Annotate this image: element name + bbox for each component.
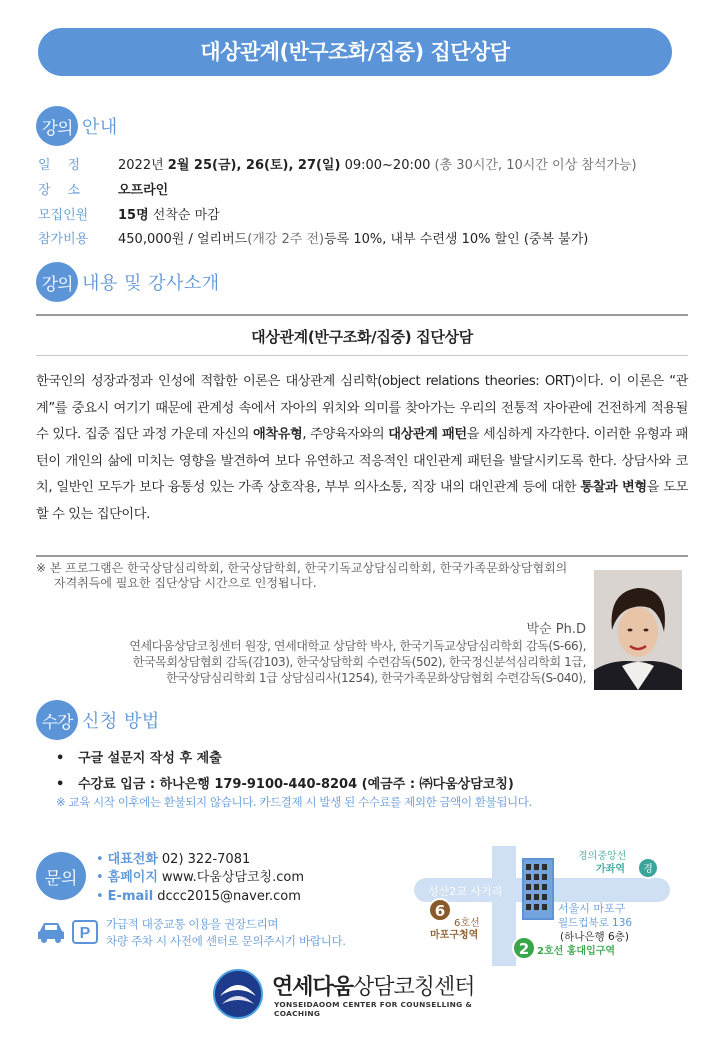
fee-discount: 등록 10%, 내부 수련생 10% 할인 (중복 불가) (324, 231, 589, 247)
address-line: (하나은행 6층) (560, 931, 629, 943)
section-bubble: 강의 (36, 106, 78, 146)
building-icon (522, 858, 554, 920)
info-label: 일정 (38, 157, 98, 173)
date-note: (총 30시간, 10시간 이상 참석가능) (434, 157, 637, 173)
refund-note: ※ 교육 시작 이후에는 환불되지 않습니다. 카드결제 시 발생 된 수수료를 제외한 금액이 환불됩니다. (56, 795, 532, 809)
section-bubble: 수강 (36, 700, 78, 740)
certification-note (36, 561, 656, 591)
info-row-date (38, 152, 637, 174)
list-item: • 수강료 입금 : 하나은행 179-9100-440-8204 (예금주 : ㈜다움상담코칭) (56, 777, 514, 792)
homepage-link[interactable]: www.다움상담코칭.com (161, 870, 304, 885)
keyword-pattern: 대상관계 패턴 (388, 427, 467, 442)
fee-value: 450,000원 / 얼리버드 (118, 231, 248, 247)
info-label: 장소 (38, 182, 98, 198)
info-row-fee (38, 226, 588, 248)
list-item: • 구글 설문지 작성 후 제출 (56, 751, 222, 766)
divider (36, 314, 688, 316)
address-line: 월드컵북로 136 (558, 917, 633, 929)
info-row-place (38, 177, 168, 199)
center-logo (210, 966, 510, 1026)
email-link[interactable]: dccc2015@naver.com (157, 889, 301, 904)
contact-phone: • 대표전화 02) 322-7081 (96, 852, 251, 867)
section-content-header (36, 262, 220, 302)
svg-text:P: P (79, 925, 91, 942)
gyeongui-station-label: 가좌역 (596, 864, 625, 875)
line6-number: 6 (434, 902, 446, 920)
logo-name: 연세다움상담코칭센터 (272, 975, 475, 1000)
location-map (400, 846, 700, 966)
keyword-insight: 통찰과 변형 (580, 480, 647, 495)
contact-homepage: • 홈페이지 www.다움상담코칭.com (96, 870, 304, 885)
line6-station: 마포구청역 (430, 930, 479, 941)
page-title-banner: 대상관계(반구조화/집중) 집단상담 (38, 28, 672, 76)
program-title: 대상관계(반구조화/집중) 집단상담 (251, 328, 473, 346)
credential-line: 한국상담심리학회 1급 상담심리사(1254), 한국가족문화상담협회 수련감독(S-040), (165, 671, 586, 685)
address-line: 서울시 마포구 (558, 902, 626, 915)
info-row-recruit (38, 202, 220, 224)
note-line: ※ 본 프로그램은 한국상담심리학회, 한국상담학회, 한국기독교상담심리학회, 한국가족문화상담협회의 (36, 561, 568, 575)
section-lecture-info-header (36, 106, 118, 146)
speaker-name: 박순 Ph.D (526, 622, 586, 637)
apply-steps (56, 746, 514, 798)
keyword-attachment: 애착유형 (253, 427, 303, 442)
line2-station: 2호선 홍대입구역 (537, 946, 616, 957)
date-time: 09:00~20:00 (340, 157, 435, 173)
place-value: 오프라인 (118, 182, 169, 198)
transit-line: 가급적 대중교통 이용을 권장드리며 (106, 917, 279, 931)
program-description: 한국인의 성장과정과 인성에 적합한 이론은 대상관계 심리학(object relations theories: ORT)이다. 이 이론은 “관계”를 중요시 여기기 때문에 관계성 속에서 자아의 위치와 의미를 찾아가는 우리의 전통적 자아관에 건전하게 적용될 수 있다. 집중 집단 과정 가운데 자신의 애착유형, 주양육자와의 대상관계 패턴을 세심하게 자각한다. 이러한 유형과 패턴이 개인의 삶에 미치는 영향을 발견하여 보다 유연하고 적응적인 대인관계 패턴을 발달시키도록 한다. 상담사와 코치, 일반인 모두가 보다 융통성 있는 가족 상호작용, 부부 의사소통, 직장 내의 대인관계 등에 대한 통찰과 변형을 도모할 수 있는 집단이다. (36, 374, 689, 522)
fee-note: (개강 2주 전) (247, 231, 325, 247)
phone-value: 02) 322-7081 (161, 852, 251, 867)
logo-english: YONSEIDAOOM CENTER FOR COUNSELLING & COACHING (274, 1000, 473, 1018)
gyeongui-line-label: 경의중앙선 (578, 851, 627, 862)
street-label: 성산2교 사거리 (428, 885, 503, 898)
section-title: 신청 방법 (82, 711, 160, 732)
transit-note (106, 916, 346, 950)
divider (36, 355, 688, 356)
divider (36, 555, 688, 557)
section-bubble: 강의 (36, 262, 78, 302)
recruit-count: 15명 (118, 207, 149, 223)
date-days: 2월 25(금), 26(토), 27(일) (167, 157, 341, 173)
credential-line: 연세다움상담코칭센터 원장, 연세대학교 상담학 박사, 한국기독교상담심리학회 감독(S-66), (129, 639, 586, 653)
email-label: E-mail (107, 889, 154, 904)
recruit-note: 선착순 마감 (148, 207, 220, 223)
homepage-label: 홈페이지 (107, 870, 158, 885)
section-apply-header (36, 700, 160, 740)
phone-label: 대표전화 (107, 852, 158, 867)
line6-label: 6호선 (454, 918, 480, 929)
transit-icons (36, 920, 98, 948)
car-icon (36, 920, 66, 948)
info-label: 모집인원 (38, 207, 89, 223)
section-title: 안내 (82, 117, 118, 138)
section-title: 내용 및 강사소개 (82, 273, 220, 294)
transit-line: 차량 주차 시 사전에 센터로 문의주시기 바랍니다. (106, 934, 346, 948)
credential-line: 한국목회상담협회 감독(감103), 한국상담학회 수련감독(502), 한국정신분석심리학회 1급, (132, 655, 586, 669)
line2-number: 2 (518, 940, 530, 958)
contact-bubble: 문의 (36, 852, 86, 900)
logo-mark-icon (210, 966, 266, 1022)
speaker-credentials (66, 638, 586, 686)
date-year: 2022년 (118, 157, 168, 173)
contact-email: • E-mail dccc2015@naver.com (96, 889, 301, 904)
note-line: 자격취득에 필요한 집단상담 시간으로 인정됩니다. (54, 576, 317, 590)
speaker-photo (594, 570, 682, 690)
gyeongui-mark: 경 (643, 864, 653, 875)
parking-icon (72, 920, 98, 948)
info-label: 참가비용 (38, 231, 89, 247)
